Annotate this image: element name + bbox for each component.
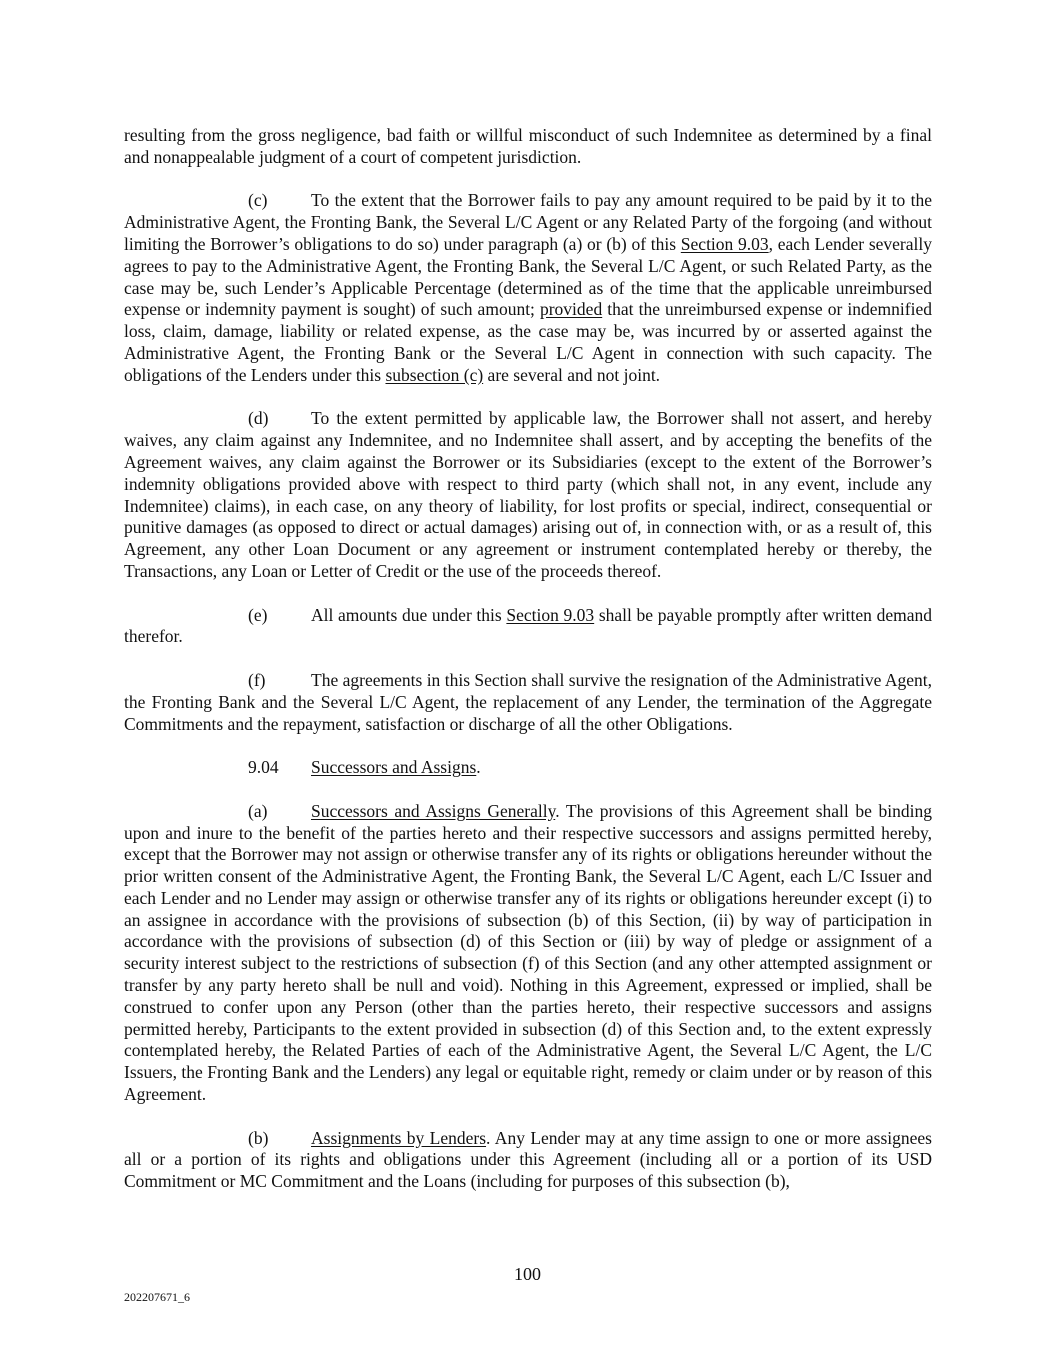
section-number: 9.04 xyxy=(248,757,279,778)
paragraph-c: (c) To the extent that the Borrower fails to pay any amount required to be paid by it to the Administrative Agent, the Fronting Bank, the Several L/C Agent or any Related Party of the forgoing (and without limiting the Borrower’s obligations to do so) under paragraph (a) or (b) of this Section 9.03, each Lender severally agrees to pay to the Administrative Agent, the Fronting Bank, the Several L/C Agent, or such Related Party, as the case may be, such Lender’s Applicable Percentage (determined as of the time that the applicable unreimbursed expense or indemnity payment is sought) of such amount; provided that the unreimbursed expense or indemnified loss, claim, damage, liability or related expense, as the case may be, was incurred by or asserted against the Administrative Agent, the Fronting Bank or the Several L/C Agent in connection with such capacity. The obligations of the Lenders under this subsection (c) are several and not joint. xyxy=(124,190,932,385)
subsection-c-ref: subsection (c) xyxy=(385,364,484,385)
document-body xyxy=(124,125,932,1215)
paragraph-e: (e) All amounts due under this Section 9.03 shall be payable promptly after written demand therefor. xyxy=(124,604,932,647)
paragraph-a-title: Successors and Assigns Generally xyxy=(311,800,556,821)
paragraph-a-label: (a) xyxy=(248,800,268,821)
document-id: 202207671_6 xyxy=(124,1290,190,1304)
page-number: 100 xyxy=(514,1264,541,1284)
section-9-03-ref: Section 9.03 xyxy=(680,233,769,254)
section-9-04-heading: 9.04 Successors and Assigns. xyxy=(248,757,481,778)
paragraph-c-label: (c) xyxy=(248,190,268,211)
section-9-03-ref: Section 9.03 xyxy=(506,604,595,625)
paragraph-b-title: Assignments by Lenders xyxy=(311,1127,487,1148)
paragraph-e-label: (e) xyxy=(248,604,268,625)
paragraph-d-label: (d) xyxy=(248,408,269,429)
section-title: Successors and Assigns xyxy=(311,757,477,778)
paragraph-9-04-a: (a) Successors and Assigns Generally. The provisions of this Agreement shall be binding upon and inure to the benefit of the parties hereto and their respective successors and assigns permitted hereby, except that the Borrower may not assign or otherwise transfer any of its rights or obligations hereunder without the prior written consent of the Administrative Agent, the Fronting Bank, the Several L/C Agent, each L/C Issuer and each Lender and no Lender may assign or otherwise transfer any of its rights or obligations hereunder except (i) to an assignee in accordance with the provisions of subsection (b) of this Section, (ii) by way of participation in accordance with the provisions of subsection (d) of this Section or (iii) by way of pledge or assignment of a security interest subject to the restrictions of subsection (f) of this Section (and any other attempted assignment or transfer by any party hereto shall be null and void). Nothing in this Agreement, expressed or implied, shall be construed to confer upon any Person (other than the parties hereto, their respective successors and assigns permitted hereby, Participants to the extent provided in subsection (d) of this Section and, to the extent expressly contemplated hereby, the Related Parties of each of the Administrative Agent, the Several L/C Agent, the L/C Issuers, the Fronting Bank and the Lenders) any legal or equitable right, remedy or claim under or by reason of this Agreement. xyxy=(124,800,932,1105)
paragraph-d: (d) To the extent permitted by applicable law, the Borrower shall not assert, and hereby waives, any claim against any Indemnitee, and no Indemnitee shall assert, and by accepting the benefits of the Agreement waives, any claim against the Borrower or its Subsidiaries (except to the extent of the Borrower’s indemnity obligations provided above with respect to third party (which shall not, in any event, include any Indemnitee) claims), in each case, on any theory of liability, for lost profits or special, indirect, consequential or punitive damages (as opposed to direct or actual damages) arising out of, in connection with, or as a result of, this Agreement, any other Loan Document or any agreement or instrument contemplated hereby or thereby, the Transactions, any Loan or Letter of Credit or the use of the proceeds thereof. xyxy=(124,408,932,581)
provided-term: provided xyxy=(539,299,603,320)
intro-paragraph: resulting from the gross negligence, bad faith or willful misconduct of such Indemnitee as determined by a final and nonappealable judgment of a court of competent jurisdiction. xyxy=(124,125,932,167)
paragraph-b-label: (b) xyxy=(248,1127,269,1148)
paragraph-f: (f) The agreements in this Section shall survive the resignation of the Administrative Agent, the Fronting Bank and the Several L/C Agent, the replacement of any Lender, the termination of the Aggregate Commitments and the repayment, satisfaction or discharge of all the other Obligations. xyxy=(124,669,932,734)
paragraph-9-04-b: (b) Assignments by Lenders. Any Lender may at any time assign to one or more assignees all or a portion of its rights and obligations under this Agreement (including all or a portion of its USD Commitment or MC Commitment and the Loans (including for purposes of this subsection (b), xyxy=(124,1127,932,1192)
paragraph-f-label: (f) xyxy=(248,669,266,690)
